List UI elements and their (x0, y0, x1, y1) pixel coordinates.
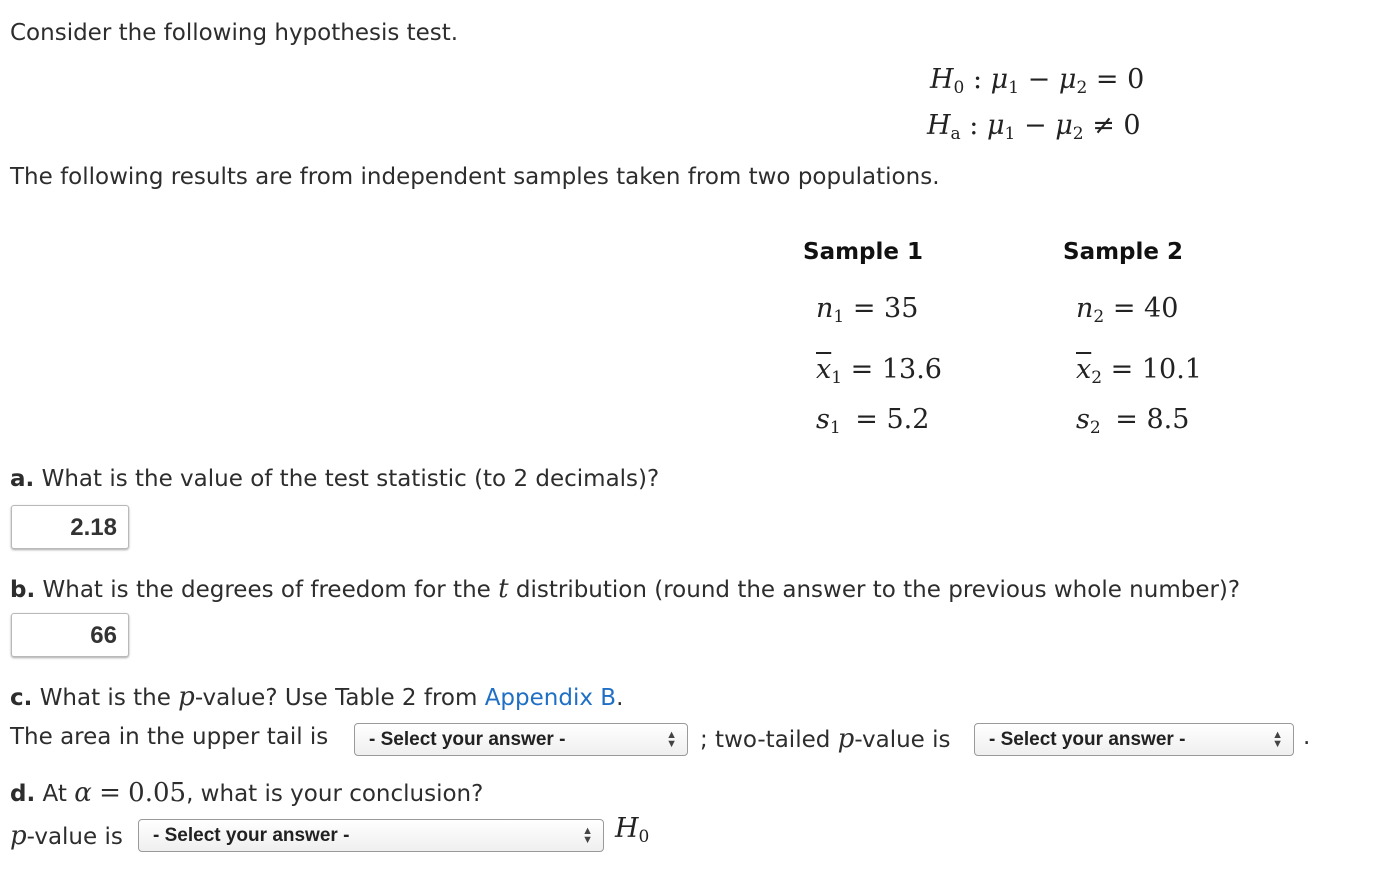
sample-2-n: $n_2 = 40$ (1076, 293, 1179, 327)
upper-tail-label: The area in the upper tail is (10, 724, 329, 750)
null-hypothesis: $H_0$ : $\mu_1 - \mu_2 = 0$ (930, 64, 1145, 98)
sample-1-sd: $s_1 = 5.2$ (816, 404, 930, 438)
end-period: . (1303, 724, 1311, 750)
alternative-hypothesis: $H_a$ : $\mu_1 - \mu_2 \ne 0$ (927, 110, 1141, 144)
sample-1-n: $n_1 = 35$ (816, 293, 919, 327)
sample-2-sd: $s_2 = 8.5$ (1076, 404, 1190, 438)
sample-2-mean: $\overline{x}_2 = 10.1$ (1076, 354, 1202, 388)
part-c-question: c. What is the p-value? Use Table 2 from Appendix B. (10, 682, 624, 712)
two-tailed-label: ; two-tailed p-value is (700, 724, 951, 754)
sample-2-header: Sample 2 (1063, 239, 1184, 265)
null-hypothesis-symbol: $H_0$ (615, 813, 650, 847)
two-tailed-p-value-select[interactable]: - Select your answer - ▲ ▼ (974, 723, 1294, 756)
conclusion-label: p-value is (10, 821, 123, 851)
part-d-question: d. At α = 0.05, what is your conclusion? (10, 778, 484, 808)
results-intro-text: The following results are from independent samples taken from two populations. (10, 164, 940, 190)
part-b-question: b. What is the degrees of freedom for the t distribution (round the answer to the previous whole number)? (10, 574, 1241, 604)
test-statistic-input[interactable]: 2.18 (11, 505, 129, 549)
appendix-b-link[interactable]: Appendix B (484, 685, 617, 711)
select-arrows-icon: ▲ ▼ (1272, 728, 1283, 750)
sample-1-mean: $\overline{x}_1 = 13.6$ (816, 354, 942, 388)
select-arrows-icon: ▲ ▼ (666, 728, 677, 750)
sample-1-header: Sample 1 (803, 239, 924, 265)
upper-tail-select[interactable]: - Select your answer - ▲ ▼ (354, 723, 688, 756)
conclusion-select[interactable]: - Select your answer - ▲ ▼ (138, 819, 604, 852)
degrees-of-freedom-input[interactable]: 66 (11, 613, 129, 657)
select-arrows-icon: ▲ ▼ (582, 824, 593, 846)
part-a-question: a. What is the value of the test statistic (to 2 decimals)? (10, 466, 660, 492)
intro-text: Consider the following hypothesis test. (10, 20, 459, 46)
